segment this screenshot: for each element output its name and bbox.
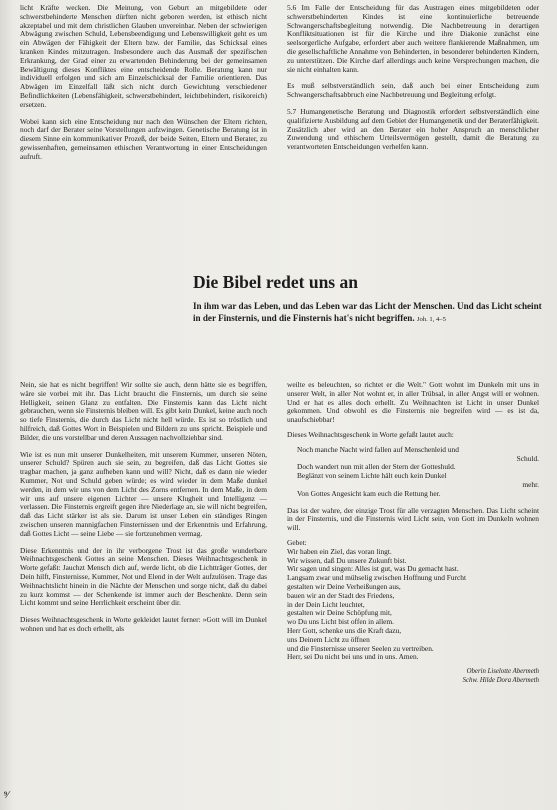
- paragraph: Wobei kann sich eine Entscheidung nur nach den Wünschen der Eltern richten, noch darf der Berater seine Vorstellungen aufzwingen. Genetische Beratung ist in diesem Sinne ein kommunikativer Prozeß, der beide Seiten, Eltern und Berater, zu gewissenhaften, gemeinsamen ethischen Verantwortung in einer Entscheidungen aufruft.: [20, 116, 267, 161]
- prayer-line: Wir sagen und singen: Alles ist gut, was Du gemacht hast.: [287, 564, 459, 574]
- devotional-header: [193, 272, 543, 326]
- hymn-verse: [297, 446, 539, 499]
- prayer-line: Herr, sei Du nicht bei uns und in uns. Amen.: [287, 652, 419, 662]
- verse-line: Von Gottes Angesicht kam euch die Rettung her.: [297, 488, 441, 498]
- paragraph: 5.6 Im Falle der Entscheidung für das Austragen eines mitgebildeten oder schwerstbehinderten Kindes ist eine kontinuierliche betreuende Schwangerschaftsbegleitung notwendig. Die Nachbetreuung in derartigen Konfliktsituationen ist für die Kirche und ihre Diakonie zunächst eine seelsorgerliche Aufgabe, erfordert aber auch weitere flankierende Maßnahmen, um die gesellschaftliche Annahme von Behinderten, in besonderer behinderten Kindern, zu unterstützen. Die Kirche darf allerdings auch keine Versprechungen machen, die sie nicht einhalten kann.: [287, 4, 539, 74]
- margin-handwritten-mark: ⁹⁄: [4, 790, 9, 801]
- paragraph: Dieses Weihnachtsgeschenk in Worte gefaßt lautet auch:: [287, 429, 454, 439]
- prayer-line: Wir wissen, daß Du unsere Zukunft bist.: [287, 555, 407, 565]
- paragraph: 5.7 Humangenetische Beratung und Diagnostik erfordert selbstverständlich eine qualifizierte Ausbildung auf dem Gebiet der Humangenetik und der Beraterfähigkeit. Zusätzlich aber wird an den Berater ein hoher Anspruch an menschlicher Zuwendung und ethischem Urteilsvermögen gestellt, damit die Beratung zu verantworteten Entscheidungen verhelfen kann.: [287, 106, 539, 152]
- paragraph: Diese Erkenntnis und der in ihr verborgene Trost ist das große wunderbare Weihnachtsgeschenk Gottes an seine Menschen. Dieses Weihnachtsgeschenk in Worte gefaßt: Jauchzt Mensch dich auf, werde licht, ob die Lichtträger Gottes, der Dein hilft, Finsternisse, Kummer, Not und Elend in der Welt aufzulösen. Trage das Weihnachtslicht hinein in die Nächte der Menschen und sorge nicht, daß du dabei zu kurz kommst — der Schenkende ist immer auch der Beschenkte. Denn sein Licht kommt und seine Herrlichkeit erscheint über dir.: [20, 545, 267, 608]
- paragraph: licht Kräfte wecken. Die Meinung, von Geburt an mitgebildete oder schwerstbehinderte Menschen dürften nicht geboren werden, ist ethisch nicht akzeptabel und mit dem christlichen Glauben unvereinbar. Neben der schwierigen Abwägung zwischen Schuld, Lebensbeendigung und Lebenswilligkeit geht es um ein Abwägen der Fähigkeit der Eltern bzw. der Familie, das Schicksal eines kranken Kindes mitzutragen. Insbesondere auch das Ausmaß der spezifischen Erkrankung, der Grad einer zu erwartenden Behinderung bei der gemeinsamen Bewältigung dieses Konfliktes eine entscheidende Rolle. Beratung kann nur individuell erfolgen und sich am Einzelschicksal der Familie orientieren. Das Abwägen im Einzelfall läßt sich nicht durch Gewichtung verschiedener Befindlichkeiten (Lebensfähigkeit, schwerstbehindert, leichtbehindert, risikoreich) ersetzen.: [20, 4, 267, 109]
- article-column-top-left: [20, 4, 267, 234]
- devotional-column-left: [20, 381, 267, 809]
- prayer-line: in der Dein Licht leuchtet,: [287, 599, 365, 609]
- verse-line: Doch wandert nun mit allen der Stern der Gotteshuld.: [297, 462, 456, 472]
- prayer-line: gestalten wir Deine Schöpfung mit,: [287, 608, 392, 618]
- prayer-line: und die Finsternisse unserer Seelen zu vertreiben.: [287, 643, 434, 653]
- prayer-line: gestalten wir Deine Verheißungen aus,: [287, 581, 401, 591]
- prayer-line: uns Deinem Licht zu öffnen: [287, 634, 370, 644]
- prayer-line: Herr Gott, schenke uns die Kraft dazu,: [287, 625, 402, 635]
- paragraph: Wie ist es nun mit unserer Dunkelheiten, mit unserem Kummer, unseren Nöten, unserer Schuld? Spüren auch sie sein, zu begreifen, daß das Licht Gottes sie tragbar machen, ja ganz aufheben kann und will? Nicht, daß es dann nie wieder Kummer, Not und Schuld geben würde; es wird wieder in dem Maße dunkel werden, in dem wir uns von dem Licht des Zorns entfernen. In dem Maße, in dem wir uns auf unsere eigenen Lichter — unsere Klugheit und Intelligenz — verlassen. Die Finsternis ergreift gegen ihre Niederlage an, sie will nicht begreifen, daß das Licht stärker ist als sie. Darum ist unser Leben ein ständiges Ringen zwischen unseren mannigfachen Finsternissen und der Erkenntnis und Erfahrung, daß Gottes Licht — seine Liebe — sie fortzunehmen vermag.: [20, 449, 267, 538]
- verse-line: mehr.: [522, 479, 539, 489]
- page-title: Die Bibel redet uns an: [193, 272, 358, 292]
- prayer-line: Gebet:: [287, 537, 307, 547]
- bible-quote: [193, 301, 543, 326]
- verse-line: Schuld.: [516, 453, 539, 463]
- signature-block: [287, 668, 539, 685]
- verse-line: Beglänzt von seinem Lichte hält euch kein Dunkel: [297, 471, 447, 481]
- signature-line: Schw. Hilde Dora Abermeth: [462, 676, 539, 684]
- paragraph: Das ist der wahre, der einzige Trost für alle verzagten Menschen. Das Licht scheint in der Finsternis, und die Finsternis wird Licht sein, von Gott im Dunkeln wohnen will.: [287, 505, 539, 533]
- prayer-line: bauen wir an der Stadt des Friedens,: [287, 590, 395, 600]
- paragraph: Dieses Weihnachtsgeschenk in Worte gekleidet lautet ferner: »Gott will im Dunkel wohnen und hat es doch erhellt, als: [20, 615, 267, 633]
- bible-reference: Joh. 1, 4–5: [416, 315, 446, 323]
- prayer: [287, 539, 539, 662]
- signature-line: Oberin Liselotte Abermeth: [466, 668, 539, 676]
- bible-quote-text: In ihm war das Leben, und das Leben war das Licht der Menschen. Und das Licht scheint in der Finsternis, und die Finsternis hat's nicht begriffen.: [193, 301, 542, 323]
- paragraph: Es muß selbstverständlich sein, daß auch bei einer Entscheidung zum Schwangerschaftsabbruch eine Nachbetreuung und Begleitung erfolgt.: [287, 81, 539, 100]
- prayer-line: Langsam zwar und mühselig zwischen Hoffnung und Furcht: [287, 573, 467, 583]
- paragraph: weilte es beleuchten, so richtet er die Welt." Gott wohnt im Dunkeln mit uns in unserer Welt, in aller Not wohnt er, in aller Trübsal, in aller Angst will er wohnen. Und er hat es alles doch erhellt. Zu Weihnachten ist Licht in unser Dunkel gekommen. Und obwohl es die Finsternis nie begreifen wird — es ist da, unaufschiebbar!: [287, 381, 539, 425]
- prayer-line: Wir haben ein Ziel, das voran lingt.: [287, 546, 392, 556]
- article-column-top-right: [287, 4, 539, 234]
- verse-line: Noch manche Nacht wird fallen auf Menschenleid und: [297, 444, 459, 454]
- prayer-line: wo Du uns Licht bist offen in allem.: [287, 617, 395, 627]
- paragraph: Nein, sie hat es nicht begriffen! Wir sollte sie auch, denn hätte sie es begriffen, wäre sie vorbei mit ihr. Das Licht braucht die Finsternis, um durch sie seine Helligkeit, seinen Glanz zu entfalten. Die Finsternis kann das Licht nicht gebrauchen, wenn sie Finsternis bleiben will. Es gibt kein Dunkel, keine auch noch so tiefe Finsternis, die durch das Licht nicht hell würde. Es ist so tröstlich und hilfreich, daß Gottes Wort in Beispielen und Bildern zu uns spricht. Beispiele und Bilder, die uns vorstellbar und deren Aussagen nachvollziehbar sind.: [20, 381, 267, 442]
- devotional-column-right: [287, 381, 539, 809]
